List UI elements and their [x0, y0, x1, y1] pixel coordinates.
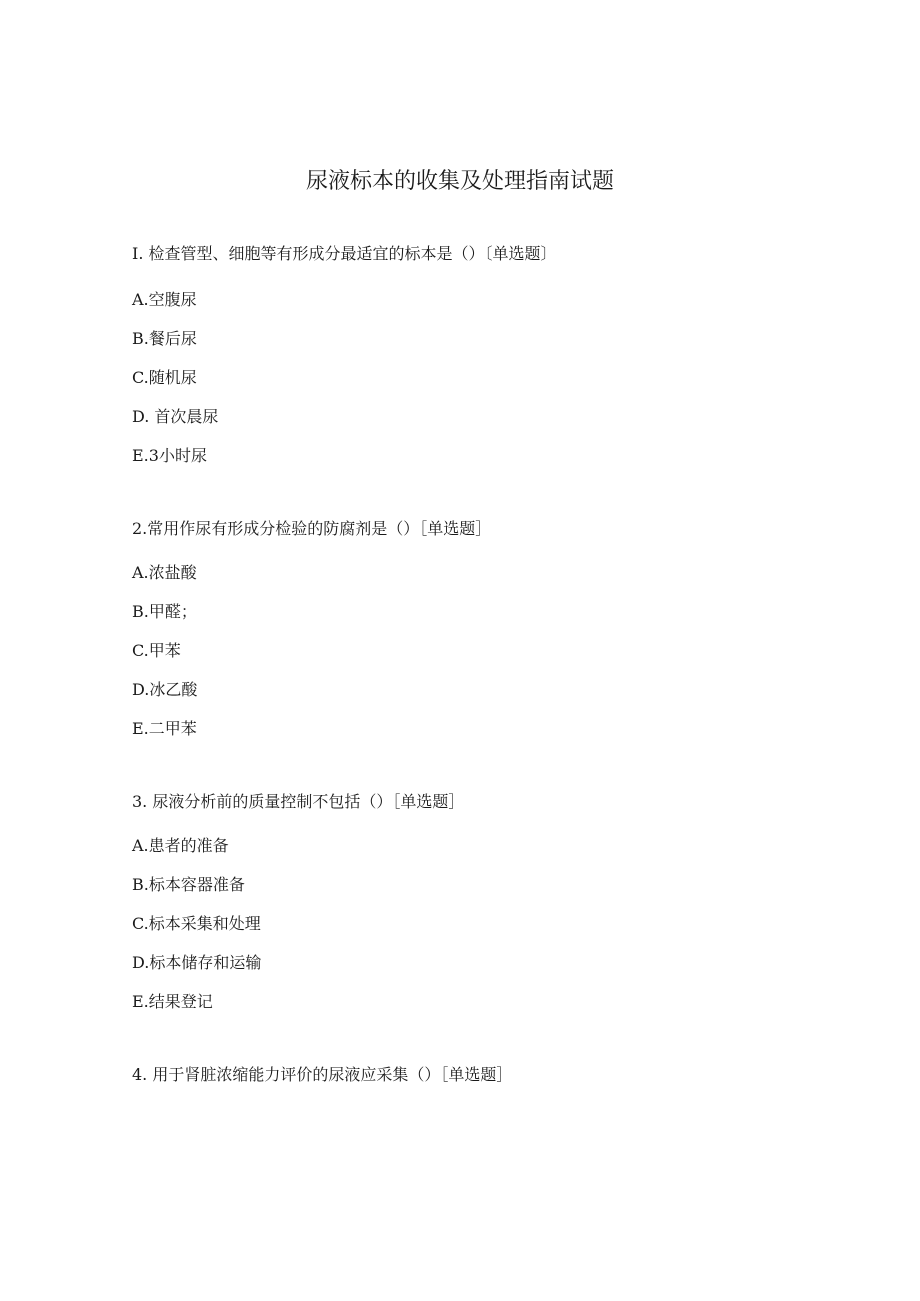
- question-2-option-e: E.二甲苯: [132, 719, 197, 738]
- question-1-option-a: A.空腹尿: [132, 290, 197, 309]
- question-3-option-b: B.标本容器准备: [132, 875, 245, 894]
- question-3-option-a: A.患者的准备: [132, 836, 229, 855]
- question-2-option-b: B.甲醛；: [132, 602, 197, 621]
- question-2-option-c: C.甲苯: [132, 641, 181, 660]
- question-1-option-c: C.随机尿: [132, 368, 197, 387]
- question-3-stem: 3. 尿液分析前的质量控制不包括（）［单选题］: [132, 792, 465, 811]
- question-3-option-c: C.标本采集和处理: [132, 914, 261, 933]
- question-3-option-e: E.结果登记: [132, 992, 213, 1011]
- document-title: 尿液标本的收集及处理指南试题: [305, 169, 614, 194]
- question-2-stem: 2.常用作尿有形成分检验的防腐剂是（）［单选题］: [132, 519, 492, 538]
- question-1-option-d: D. 首次晨尿: [132, 407, 219, 426]
- question-1-option-b: B.餐后尿: [132, 329, 197, 348]
- question-1-stem: I. 检查管型、细胞等有形成分最适宜的标本是（）〔单选题〕: [132, 244, 557, 263]
- question-1-option-e: E.3小时尿: [132, 446, 207, 465]
- question-4-stem: 4. 用于肾脏浓缩能力评价的尿液应采集（）［单选题］: [132, 1065, 513, 1084]
- question-2-option-d: D.冰乙酸: [132, 680, 198, 699]
- question-3-option-d: D.标本储存和运输: [132, 953, 262, 972]
- question-2-option-a: A.浓盐酸: [132, 563, 197, 582]
